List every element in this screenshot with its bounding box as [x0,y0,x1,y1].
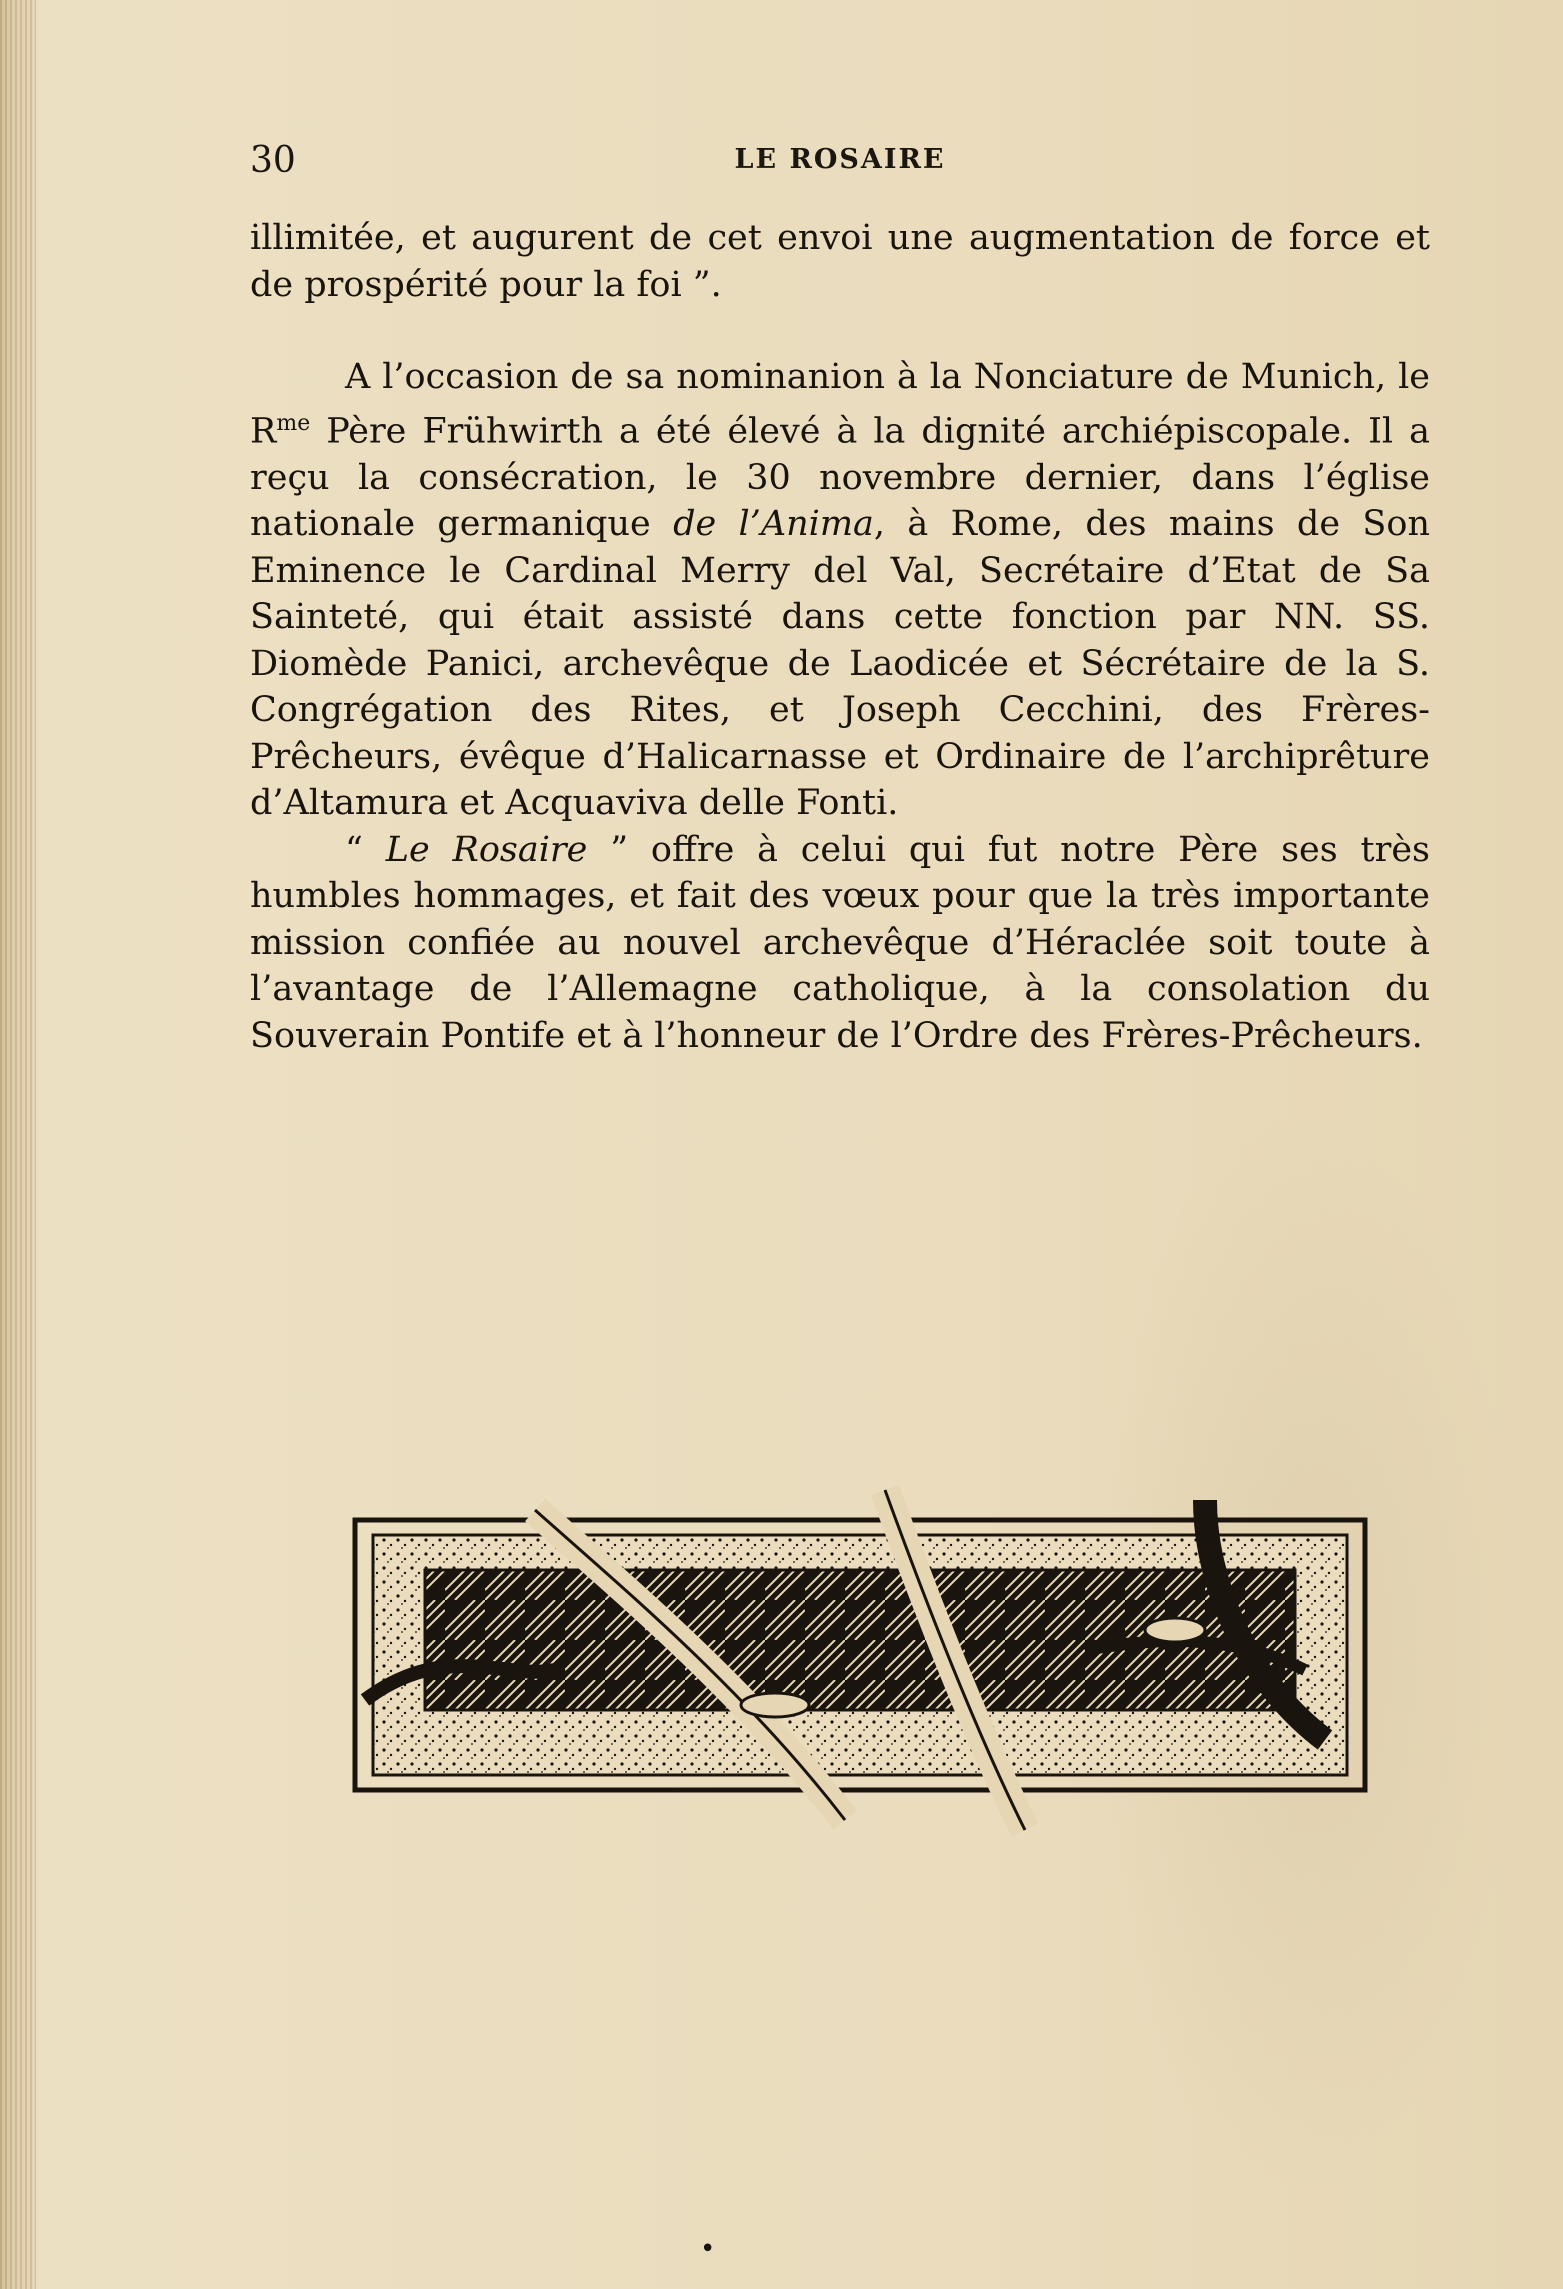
decorative-tailpiece [325,1480,1405,1840]
footer-mark: • [700,2234,716,2264]
text-run: A l’occasion de sa nominanion à la Nonciature de Munich, le R [250,357,1430,452]
text-run: “ [345,829,386,870]
page-edge [0,0,36,2289]
page-header [250,140,1430,184]
superscript: me [276,410,311,436]
page-number: 30 [250,140,296,181]
italic-text: de l’Anima [673,504,874,545]
paragraph-continuation: illimitée, et augurent de cet envoi une augmentation de force et de prospérité pour la foi ”. [250,218,1430,305]
text-run: ” offre à celui qui fut notre Père ses très humbles hommages, et fait des vœux pour que la très importante mission confiée au nouvel archevêque d’Héraclée soit toute à l’avantage de l’Allemagne catholique, à la consolation du Souverain Pontife et à l’honneur de l’Ordre des Frères-Prêcheurs. [250,829,1430,1056]
running-title: LE ROSAIRE [734,144,946,175]
body-text [250,215,1430,1059]
text-run: , à Rome, des mains de Son Eminence le Cardinal Merry del Val, Secrétaire d’Etat de Sa Sainteté, qui était assisté dans cette fonction par NN. SS. Diomède Panici, archevêque de Laodicée et Sécrétaire de la S. Congrégation des Rites, et Joseph Cecchini, des Frères-Prêcheurs, évêque d’Halicarnasse et Ordinaire de l’archiprêture d’Altamura et Acquaviva delle Fonti. [250,504,1430,824]
italic-text: Le Rosaire [385,829,588,870]
paragraph-consecration [250,354,1430,827]
text-run: Père Frühwirth a été élevé à la dignité archiépiscopale. Il a reçu la consécration, le 30 novembre dernier, dans l’église nationale germanique [250,411,1430,545]
paragraph-homage [250,827,1430,1060]
